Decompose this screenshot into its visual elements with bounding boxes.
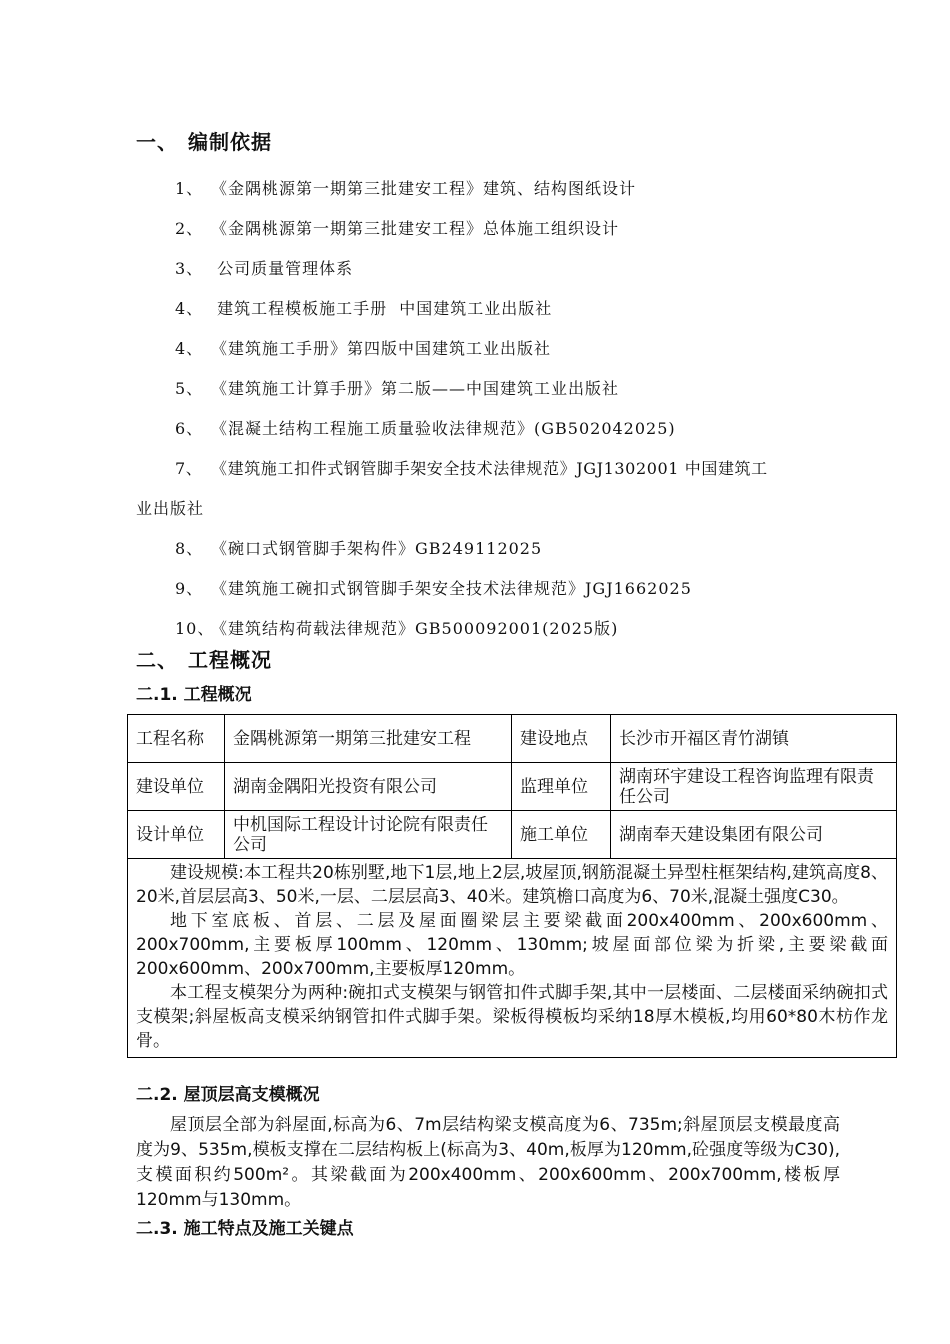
- reference-item: 4、 建筑工程模板施工手册 中国建筑工业出版社: [175, 299, 553, 318]
- reference-item: 4、 《建筑施工手册》第四版中国建筑工业出版社: [175, 339, 552, 358]
- section-1-number: 一、: [136, 130, 178, 154]
- subsection-2-2-body: [136, 1113, 840, 1213]
- table-value-cell: 湖南奉天建设集团有限公司: [611, 811, 897, 859]
- body-paragraph: 屋顶层全部为斜屋面,标高为6、7m层结构梁支模高度为6、735m;斜屋顶层支模最度高度为9、535m,模板支撑在二层结构板上(标高为3、40m,板厚为120mm,砼强度等级为C30),支模面积约500m²。其梁截面为200x400mm、200x600mm、200x700mm,楼板厚120mm与130mm。: [136, 1115, 840, 1210]
- reference-item-continuation: 业出版社: [136, 499, 205, 518]
- description-paragraph: 建设规模:本工程共20栋别墅,地下1层,地上2层,坡屋顶,钢筋混凝土异型柱框架结构,建筑高度8、20米,首层层高3、50米,一层、二层层高3、40米。建筑檐口高度为6、70米,混凝土强度C30。: [136, 863, 888, 907]
- reference-item: 3、 公司质量管理体系: [175, 259, 354, 278]
- table-value-cell: 湖南环宇建设工程咨询监理有限责任公司: [611, 763, 897, 811]
- subsection-2-1-heading: 二.1. 工程概况: [136, 685, 252, 705]
- project-info-table: [127, 714, 897, 1058]
- section-1-title: 编制依据: [188, 130, 272, 154]
- reference-item: 2、 《金隅桃源第一期第三批建安工程》总体施工组织设计: [175, 219, 620, 238]
- section-2-title: 工程概况: [188, 648, 272, 672]
- table-label-cell: 监理单位: [512, 763, 611, 811]
- reference-item: 7、 《建筑施工扣件式钢管脚手架安全技术法律规范》JGJ1302001 中国建筑工: [175, 459, 768, 478]
- table-row: [128, 811, 897, 859]
- section-2-heading: [136, 644, 272, 673]
- reference-item: 5、 《建筑施工计算手册》第二版——中国建筑工业出版社: [175, 379, 620, 398]
- table-label-cell: 施工单位: [512, 811, 611, 859]
- table-label-cell: 工程名称: [128, 715, 225, 763]
- section-2-number: 二、: [136, 648, 178, 672]
- subsection-2-3-heading: 二.3. 施工特点及施工关键点: [136, 1219, 354, 1239]
- table-row: [128, 859, 897, 1058]
- description-paragraph: 地下室底板、首层、二层及屋面圈梁层主要梁截面200x400mm、200x600mm、200x700mm,主要板厚100mm、120mm、130mm;坡屋面部位梁为折梁,主要梁截面200x600mm、200x700mm,主要板厚120mm。: [136, 911, 888, 979]
- reference-item: 8、 《碗口式钢管脚手架构件》GB249112025: [175, 539, 543, 558]
- section-1-heading: [136, 126, 272, 155]
- subsection-2-2-heading: 二.2. 屋顶层高支模概况: [136, 1085, 320, 1105]
- project-description-cell: [128, 859, 897, 1058]
- table-row: [128, 763, 897, 811]
- table-value-cell: 中机国际工程设计讨论院有限责任公司: [225, 811, 512, 859]
- table-value-cell: 长沙市开福区青竹湖镇: [611, 715, 897, 763]
- reference-item: 1、 《金隅桃源第一期第三批建安工程》建筑、结构图纸设计: [175, 179, 637, 198]
- table-value-cell: 金隅桃源第一期第三批建安工程: [225, 715, 512, 763]
- description-paragraph: 本工程支模架分为两种:碗扣式支模架与钢管扣件式脚手架,其中一层楼面、二层楼面采纳碗扣式支模架;斜屋板高支模采纳钢管扣件式脚手架。梁板得模板均采纳18厚木模板,均用60*80木枋作龙骨。: [136, 983, 888, 1051]
- table-row: [128, 715, 897, 763]
- table-value-cell: 湖南金隅阳光投资有限公司: [225, 763, 512, 811]
- table-label-cell: 建设单位: [128, 763, 225, 811]
- table-label-cell: 建设地点: [512, 715, 611, 763]
- reference-item: 9、 《建筑施工碗扣式钢管脚手架安全技术法律规范》JGJ1662025: [175, 579, 692, 598]
- reference-item: 10、《建筑结构荷载法律规范》GB500092001(2025版): [175, 619, 619, 638]
- table-label-cell: 设计单位: [128, 811, 225, 859]
- reference-item: 6、 《混凝土结构工程施工质量验收法律规范》(GB502042025): [175, 419, 676, 438]
